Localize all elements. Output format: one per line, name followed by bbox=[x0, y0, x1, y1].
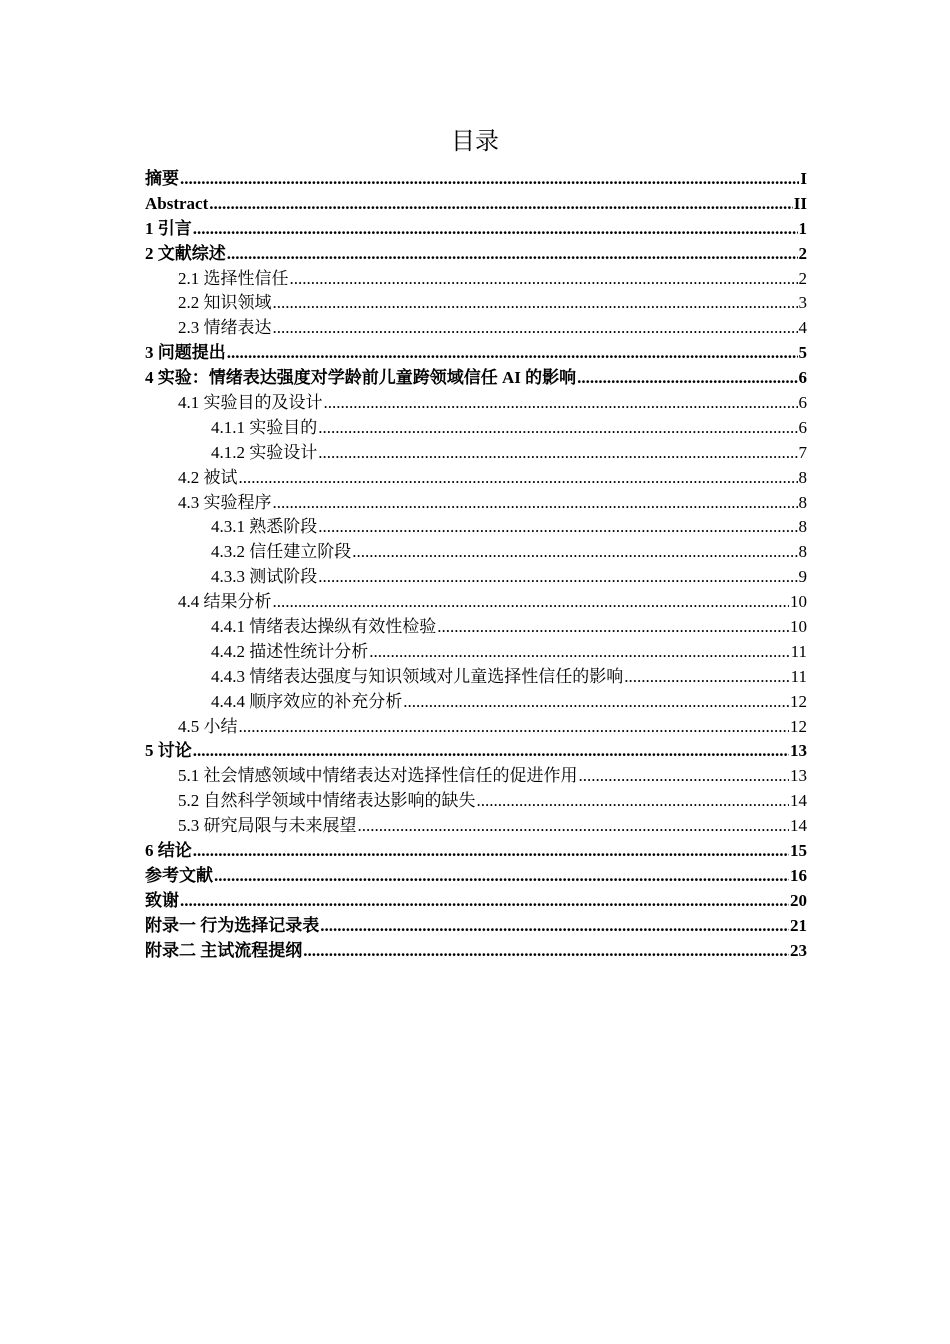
toc-dot-leader bbox=[303, 939, 789, 964]
toc-entry-title: 4.1.2 实验设计 bbox=[211, 442, 318, 462]
toc-entry-title: 4.2 被试 bbox=[178, 467, 238, 487]
toc-entry-page: 12 bbox=[790, 716, 807, 736]
toc-dot-leader bbox=[273, 491, 798, 516]
toc-dot-leader bbox=[180, 167, 799, 192]
toc-entry-title: 致谢 bbox=[145, 890, 179, 910]
toc-entry[interactable] bbox=[145, 540, 807, 565]
toc-entry-title: 2 文献综述 bbox=[145, 243, 226, 263]
toc-entry[interactable] bbox=[145, 814, 807, 839]
toc-dot-leader bbox=[227, 242, 798, 267]
toc-entry-title: 4.3.2 信任建立阶段 bbox=[211, 542, 352, 562]
toc-dot-leader bbox=[193, 217, 798, 242]
toc-entry[interactable] bbox=[145, 441, 807, 466]
toc-entry[interactable] bbox=[145, 242, 807, 267]
toc-entry-page: 6 bbox=[798, 393, 807, 413]
toc-entry[interactable] bbox=[145, 939, 807, 964]
toc-entry-title: 4.1 实验目的及设计 bbox=[178, 393, 323, 413]
toc-entry-page: 8 bbox=[798, 517, 807, 537]
toc-entry[interactable] bbox=[145, 715, 807, 740]
toc-dot-leader bbox=[239, 466, 798, 491]
toc-entry-title: 4 实验：情绪表达强度对学龄前儿童跨领域信任 AI 的影响 bbox=[145, 368, 577, 388]
toc-dot-leader bbox=[273, 590, 790, 615]
table-of-contents bbox=[145, 167, 807, 964]
toc-dot-leader bbox=[214, 864, 789, 889]
toc-entry-page: 21 bbox=[790, 915, 807, 935]
toc-dot-leader bbox=[209, 192, 793, 217]
toc-entry-page: 2 bbox=[798, 243, 807, 263]
toc-entry[interactable] bbox=[145, 267, 807, 292]
toc-entry-page: 11 bbox=[790, 641, 807, 661]
toc-dot-leader bbox=[273, 291, 798, 316]
toc-entry-title: 4.4 结果分析 bbox=[178, 592, 272, 612]
toc-dot-leader bbox=[227, 341, 798, 366]
toc-entry[interactable] bbox=[145, 515, 807, 540]
toc-entry[interactable] bbox=[145, 889, 807, 914]
toc-entry[interactable] bbox=[145, 291, 807, 316]
toc-entry[interactable] bbox=[145, 914, 807, 939]
toc-entry[interactable] bbox=[145, 640, 807, 665]
toc-entry-title: 4.3.1 熟悉阶段 bbox=[211, 517, 318, 537]
toc-dot-leader bbox=[318, 441, 797, 466]
toc-dot-leader bbox=[193, 739, 789, 764]
toc-entry-page: I bbox=[800, 169, 807, 188]
toc-entry-page: 10 bbox=[790, 617, 807, 637]
toc-entry[interactable] bbox=[145, 739, 807, 764]
toc-entry[interactable] bbox=[145, 316, 807, 341]
toc-entry-title: 3 问题提出 bbox=[145, 343, 226, 363]
toc-entry-page: 14 bbox=[790, 816, 807, 836]
toc-entry-title: Abstract bbox=[145, 193, 209, 213]
toc-entry-page: 14 bbox=[790, 791, 807, 811]
toc-entry-title: 摘要 bbox=[145, 169, 179, 188]
toc-dot-leader bbox=[324, 391, 798, 416]
toc-entry-page: 3 bbox=[798, 293, 807, 313]
toc-entry-title: 4.4.3 情绪表达强度与知识领域对儿童选择性信任的影响 bbox=[211, 666, 624, 686]
toc-dot-leader bbox=[624, 665, 789, 690]
toc-entry-page: 23 bbox=[790, 940, 807, 960]
toc-dot-leader bbox=[193, 839, 789, 864]
toc-entry[interactable] bbox=[145, 391, 807, 416]
toc-entry-title: 4.4.2 描述性统计分析 bbox=[211, 641, 369, 661]
toc-entry-title: 5.3 研究局限与未来展望 bbox=[178, 816, 357, 836]
toc-entry-title: 4.1.1 实验目的 bbox=[211, 417, 318, 437]
toc-entry-page: 8 bbox=[798, 492, 807, 512]
toc-entry-page: 8 bbox=[798, 542, 807, 562]
toc-entry-page: 1 bbox=[798, 218, 807, 238]
toc-entry[interactable] bbox=[145, 764, 807, 789]
toc-dot-leader bbox=[369, 640, 789, 665]
toc-entry-title: 5.2 自然科学领域中情绪表达影响的缺失 bbox=[178, 791, 476, 811]
toc-entry-title: 2.1 选择性信任 bbox=[178, 268, 289, 288]
toc-entry-title: 附录一 行为选择记录表 bbox=[145, 915, 320, 935]
toc-dot-leader bbox=[318, 416, 797, 441]
toc-entry[interactable] bbox=[145, 864, 807, 889]
toc-entry[interactable] bbox=[145, 341, 807, 366]
toc-entry[interactable] bbox=[145, 690, 807, 715]
toc-entry-page: 11 bbox=[790, 666, 807, 686]
toc-entry[interactable] bbox=[145, 590, 807, 615]
page-title: 目录 bbox=[451, 127, 499, 155]
toc-entry-page: 13 bbox=[790, 766, 807, 786]
toc-entry-title: 4.4.4 顺序效应的补充分析 bbox=[211, 691, 403, 711]
toc-entry-page: II bbox=[793, 193, 807, 213]
toc-entry-page: 7 bbox=[798, 442, 807, 462]
toc-dot-leader bbox=[437, 615, 789, 640]
toc-dot-leader bbox=[352, 540, 797, 565]
toc-entry-title: 4.4.1 情绪表达操纵有效性检验 bbox=[211, 617, 437, 637]
toc-entry-title: 5 讨论 bbox=[145, 741, 192, 761]
toc-entry-title: 6 结论 bbox=[145, 841, 192, 861]
toc-entry-page: 2 bbox=[798, 268, 807, 288]
toc-entry-page: 5 bbox=[798, 343, 807, 363]
toc-entry[interactable] bbox=[145, 839, 807, 864]
toc-entry-title: 4.3.3 测试阶段 bbox=[211, 567, 318, 587]
toc-entry-title: 4.5 小结 bbox=[178, 716, 238, 736]
toc-entry-title: 1 引言 bbox=[145, 218, 192, 238]
toc-entry[interactable] bbox=[145, 192, 807, 217]
toc-entry-page: 4 bbox=[798, 318, 807, 338]
toc-dot-leader bbox=[290, 267, 798, 292]
toc-entry[interactable] bbox=[145, 665, 807, 690]
toc-entry[interactable] bbox=[145, 615, 807, 640]
toc-entry-title: 参考文献 bbox=[145, 865, 213, 885]
toc-entry-page: 6 bbox=[798, 417, 807, 437]
toc-dot-leader bbox=[477, 789, 790, 814]
toc-entry-page: 12 bbox=[790, 691, 807, 711]
toc-entry-page: 16 bbox=[790, 865, 807, 885]
toc-entry-title: 2.3 情绪表达 bbox=[178, 318, 272, 338]
toc-entry-page: 6 bbox=[798, 368, 807, 388]
toc-entry[interactable] bbox=[145, 565, 807, 590]
toc-entry-page: 20 bbox=[790, 890, 807, 910]
toc-dot-leader bbox=[180, 889, 789, 914]
toc-entry[interactable] bbox=[145, 416, 807, 441]
toc-entry[interactable] bbox=[145, 789, 807, 814]
toc-dot-leader bbox=[318, 515, 797, 540]
toc-dot-leader bbox=[403, 690, 789, 715]
toc-entry-page: 8 bbox=[798, 467, 807, 487]
toc-entry[interactable] bbox=[145, 167, 807, 192]
toc-entry-title: 2.2 知识领域 bbox=[178, 293, 272, 313]
toc-entry-page: 10 bbox=[790, 592, 807, 612]
toc-dot-leader bbox=[273, 316, 798, 341]
toc-dot-leader bbox=[579, 764, 790, 789]
toc-dot-leader bbox=[577, 366, 797, 391]
toc-entry-title: 附录二 主试流程提纲 bbox=[145, 940, 303, 960]
toc-dot-leader bbox=[239, 715, 790, 740]
toc-entry-title: 4.3 实验程序 bbox=[178, 492, 272, 512]
toc-dot-leader bbox=[318, 565, 797, 590]
toc-dot-leader bbox=[358, 814, 790, 839]
toc-entry[interactable] bbox=[145, 366, 807, 391]
toc-entry[interactable] bbox=[145, 466, 807, 491]
toc-entry[interactable] bbox=[145, 491, 807, 516]
toc-entry[interactable] bbox=[145, 217, 807, 242]
toc-entry-page: 9 bbox=[798, 567, 807, 587]
toc-entry-title: 5.1 社会情感领域中情绪表达对选择性信任的促进作用 bbox=[178, 766, 578, 786]
toc-entry-page: 15 bbox=[790, 841, 807, 861]
toc-dot-leader bbox=[320, 914, 789, 939]
toc-entry-page: 13 bbox=[790, 741, 807, 761]
